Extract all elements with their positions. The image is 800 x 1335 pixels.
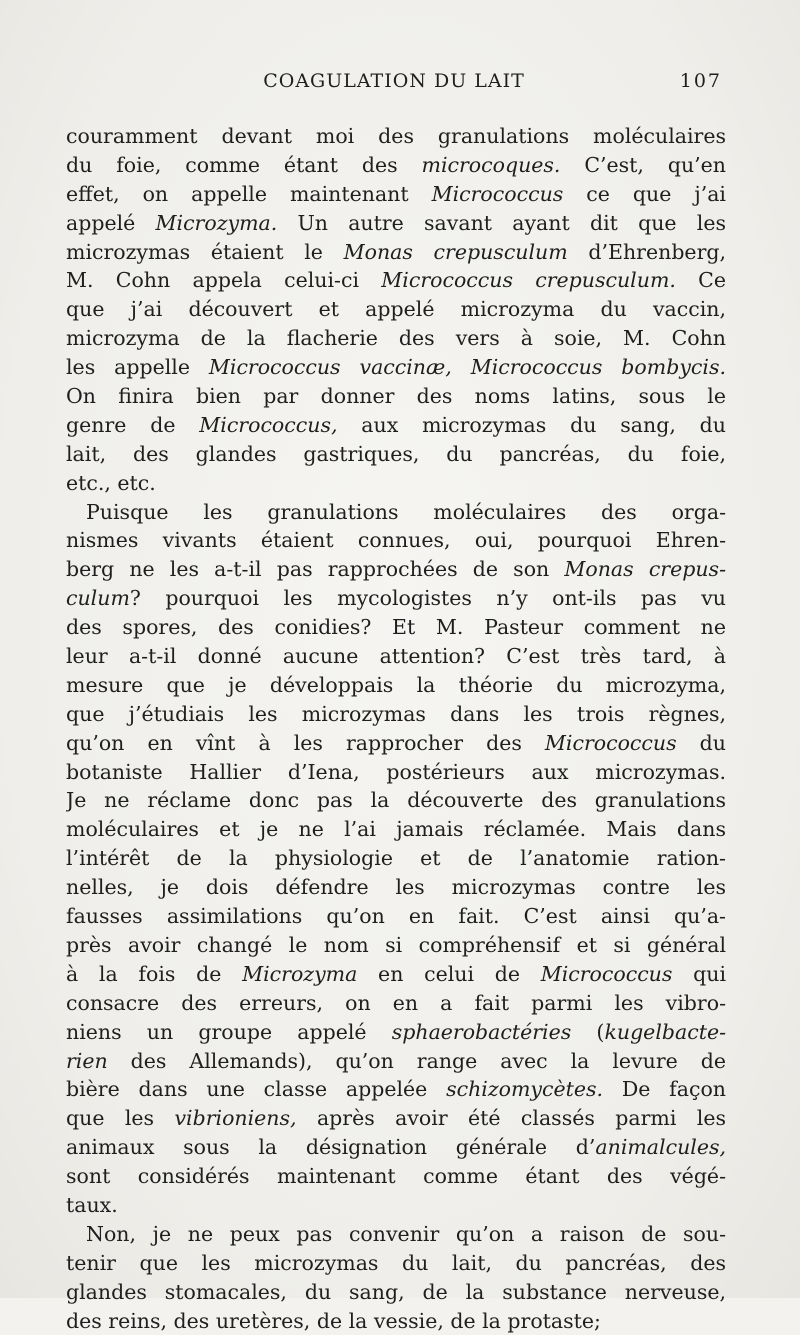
text-line (66, 266, 726, 295)
text-segment: lait, des glandes gastriques, du pancréas, du foie, (66, 441, 726, 466)
italic-text: Micrococcus vaccinæ, Micrococcus bombycis. (208, 355, 726, 380)
text-line (66, 1075, 726, 1104)
text-segment: que j’étudiais les microzymas dans les trois règnes, (66, 701, 726, 726)
italic-text: Microzyma. (155, 210, 278, 235)
text-line (66, 238, 726, 267)
text-segment: après avoir été classés parmi les (296, 1106, 726, 1131)
text-segment: que j’ai découvert et appelé microzyma du vaccin, (66, 297, 726, 322)
text-line (66, 324, 726, 353)
text-segment: les appelle (66, 355, 209, 380)
text-segment: botaniste Hallier d’Iena, postérieurs aux microzymas. (66, 759, 726, 784)
text-line (66, 1104, 726, 1133)
italic-text: Micrococcus (540, 961, 673, 986)
text-line (66, 180, 726, 209)
italic-text: sphaerobactéries (391, 1019, 572, 1044)
text-segment: bière dans une classe appelée (66, 1077, 447, 1102)
text-line (66, 1249, 726, 1278)
text-segment: microzyma de la flacherie des vers à soie, M. Cohn (66, 326, 726, 351)
paragraph (66, 1220, 726, 1335)
text-line (66, 555, 726, 584)
text-segment: Ce (675, 268, 726, 293)
text-segment: d’Ehrenberg, (567, 239, 726, 264)
text-segment: De façon (603, 1077, 726, 1102)
text-line (66, 729, 726, 758)
text-segment: etc., etc. (66, 470, 156, 495)
italic-text: Microzyma (242, 961, 358, 986)
text-line (66, 758, 726, 787)
text-line (66, 1278, 726, 1307)
text-line (66, 469, 726, 498)
italic-text: kugelbacte- (604, 1019, 726, 1044)
italic-text: vibrioniens, (174, 1106, 297, 1131)
text-line (66, 526, 726, 555)
italic-text: culum (66, 586, 130, 611)
text-segment: des Allemands), qu’on range avec la levure de (107, 1048, 726, 1073)
text-segment: en celui de (357, 961, 541, 986)
text-line (66, 1220, 726, 1249)
text-segment: aux microzymas du sang, du (337, 412, 726, 437)
text-segment: berg ne les a-t-il pas rapprochées de son (66, 557, 565, 582)
text-line (66, 1047, 726, 1076)
text-segment: que les (66, 1106, 175, 1131)
text-segment: Puisque les granulations moléculaires des orga- (86, 499, 726, 524)
text-segment: ( (571, 1019, 605, 1044)
italic-text: Monas crepus- (564, 557, 726, 582)
text-segment: consacre des erreurs, on en a fait parmi les vibro- (66, 990, 726, 1015)
text-segment: ce que j’ai (563, 181, 726, 206)
text-line (66, 440, 726, 469)
text-segment: qu’on en vînt à les rapprocher des (66, 730, 545, 755)
italic-text: microcoques. (421, 152, 561, 177)
text-segment: couramment devant moi des granulations moléculaires (66, 124, 726, 148)
text-segment: fausses assimilations qu’on en fait. C’est ainsi qu’a- (66, 904, 726, 929)
text-segment: des spores, des conidies? Et M. Pasteur comment ne (66, 615, 726, 640)
paragraph (66, 498, 726, 1220)
italic-text: rien (66, 1048, 108, 1073)
paragraph (66, 122, 726, 498)
text-line (66, 1191, 726, 1220)
text-line (66, 844, 726, 873)
text-segment: moléculaires et je ne l’ai jamais réclamée. Mais dans (66, 817, 726, 842)
text-line (66, 1133, 726, 1162)
text-segment: effet, on appelle maintenant (66, 181, 432, 206)
text-segment: genre de (66, 412, 200, 437)
text-line (66, 1162, 726, 1191)
running-head: COAGULATION DU LAIT (263, 70, 525, 92)
text-line (66, 815, 726, 844)
text-segment: tenir que les microzymas du lait, du pancréas, des (66, 1250, 726, 1275)
text-line (66, 151, 726, 180)
text-segment: Un autre savant ayant dit que les (277, 210, 726, 235)
text-line (66, 1307, 726, 1335)
text-segment: ? pourquoi les mycologistes n’y ont-ils pas vu (129, 586, 726, 611)
text-segment: animaux sous la désignation générale d’ (66, 1135, 596, 1160)
text-line (66, 960, 726, 989)
text-segment: du (676, 730, 726, 755)
text-segment: taux. (66, 1192, 118, 1217)
italic-text: Monas crepusculum (343, 239, 568, 264)
page-header (66, 70, 722, 100)
italic-text: Micrococcus crepusculum. (381, 268, 676, 293)
italic-text: animalcules, (595, 1135, 726, 1160)
text-line (66, 902, 726, 931)
text-segment: glandes stomacales, du sang, de la substance nerveuse, (66, 1279, 726, 1304)
text-line (66, 700, 726, 729)
text-segment: près avoir changé le nom si compréhensif et si général (66, 932, 726, 957)
text-segment: sont considérés maintenant comme étant des végé- (66, 1164, 726, 1189)
text-line (66, 411, 726, 440)
italic-text: Micrococcus, (199, 412, 338, 437)
text-segment: l’intérêt de la physiologie et de l’anatomie ration- (66, 846, 726, 871)
text-segment: Non, je ne peux pas convenir qu’on a raison de sou- (86, 1221, 726, 1246)
text-segment: à la fois de (66, 961, 243, 986)
text-line (66, 584, 726, 613)
text-line (66, 613, 726, 642)
text-line (66, 786, 726, 815)
text-line (66, 873, 726, 902)
text-line (66, 498, 726, 527)
text-segment: niens un groupe appelé (66, 1019, 392, 1044)
body-text (66, 122, 726, 1335)
text-line (66, 671, 726, 700)
text-segment: mesure que je développais la théorie du microzyma, (66, 672, 726, 697)
text-line (66, 209, 726, 238)
text-segment: qui (672, 961, 726, 986)
text-segment: du foie, comme étant des (66, 152, 422, 177)
text-line (66, 295, 726, 324)
text-segment: nismes vivants étaient connues, oui, pourquoi Ehren- (66, 528, 726, 553)
text-segment: C’est, qu’en (560, 152, 726, 177)
page-number: 107 (679, 70, 722, 92)
text-segment: microzymas étaient le (66, 239, 344, 264)
italic-text: Micrococcus (544, 730, 677, 755)
text-segment: On finira bien par donner des noms latins, sous le (66, 384, 726, 409)
text-line (66, 642, 726, 671)
text-line (66, 353, 726, 382)
italic-text: Micrococcus (431, 181, 564, 206)
text-segment: nelles, je dois défendre les microzymas contre les (66, 875, 726, 900)
text-segment: appelé (66, 210, 156, 235)
text-segment: des reins, des uretères, de la vessie, de la protaste; (66, 1308, 601, 1333)
text-segment: Je ne réclame donc pas la découverte des granulations (66, 788, 726, 813)
italic-text: schizomycètes. (446, 1077, 604, 1102)
text-line (66, 1018, 726, 1047)
text-line (66, 931, 726, 960)
text-line (66, 122, 726, 151)
text-segment: leur a-t-il donné aucune attention? C’est très tard, à (66, 644, 726, 669)
text-line (66, 382, 726, 411)
text-segment: M. Cohn appela celui-ci (66, 268, 382, 293)
text-line (66, 989, 726, 1018)
